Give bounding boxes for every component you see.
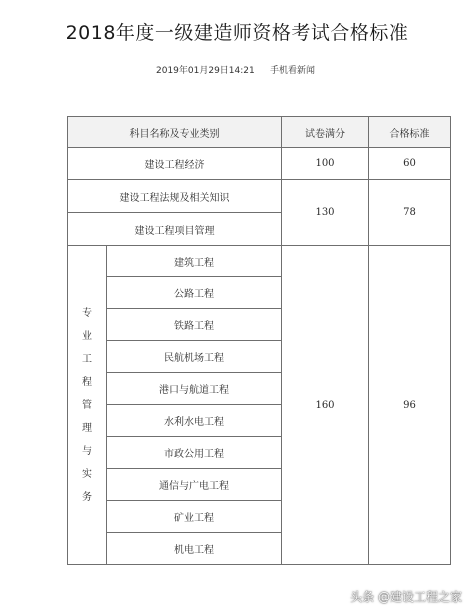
subject-management: 建设工程项目管理 — [68, 213, 282, 246]
subject-regulations: 建设工程法规及相关知识 — [68, 180, 282, 213]
header-full-score: 试卷满分 — [282, 117, 369, 148]
specialty-cell: 市政公用工程 — [107, 437, 282, 469]
news-source-link[interactable]: 手机看新闻 — [270, 66, 316, 76]
specialty-cell: 矿业工程 — [107, 501, 282, 533]
category-char: 与 — [82, 445, 92, 457]
pass-score-regulations-management: 78 — [369, 180, 451, 246]
full-score-practice: 160 — [282, 246, 369, 565]
category-char: 实 — [82, 468, 92, 480]
practice-category-label — [68, 246, 107, 565]
category-char: 业 — [82, 330, 92, 342]
exam-standard-table — [67, 116, 451, 565]
category-char: 务 — [82, 491, 92, 503]
table-row — [68, 180, 451, 213]
category-char: 工 — [82, 353, 92, 365]
specialty-cell: 通信与广电工程 — [107, 469, 282, 501]
pass-score-economics: 60 — [369, 148, 451, 180]
specialty-cell: 民航机场工程 — [107, 341, 282, 373]
specialty-cell: 铁路工程 — [107, 309, 282, 341]
category-char: 程 — [82, 376, 92, 388]
watermark-text: 头条 @建设工程之家 — [350, 590, 462, 604]
page-title: 2018年度一级建造师资格考试合格标准 — [65, 22, 409, 44]
publish-date: 2019年01月29日14:21 — [156, 66, 255, 76]
subject-economics: 建设工程经济 — [68, 148, 282, 180]
full-score-economics: 100 — [282, 148, 369, 180]
table-row — [68, 246, 451, 277]
specialty-cell: 港口与航道工程 — [107, 373, 282, 405]
specialty-cell: 水利水电工程 — [107, 405, 282, 437]
header-pass-score: 合格标准 — [369, 117, 451, 148]
pass-score-practice: 96 — [369, 246, 451, 565]
specialty-cell: 机电工程 — [107, 533, 282, 565]
specialty-cell: 建筑工程 — [107, 246, 282, 277]
specialty-cell: 公路工程 — [107, 277, 282, 309]
table-row — [68, 148, 451, 180]
category-char: 管 — [82, 399, 92, 411]
category-char: 专 — [82, 307, 92, 319]
category-char: 理 — [82, 422, 92, 434]
full-score-regulations-management: 130 — [282, 180, 369, 246]
table-header-row — [68, 117, 451, 148]
header-subject: 科目名称及专业类别 — [68, 117, 282, 148]
